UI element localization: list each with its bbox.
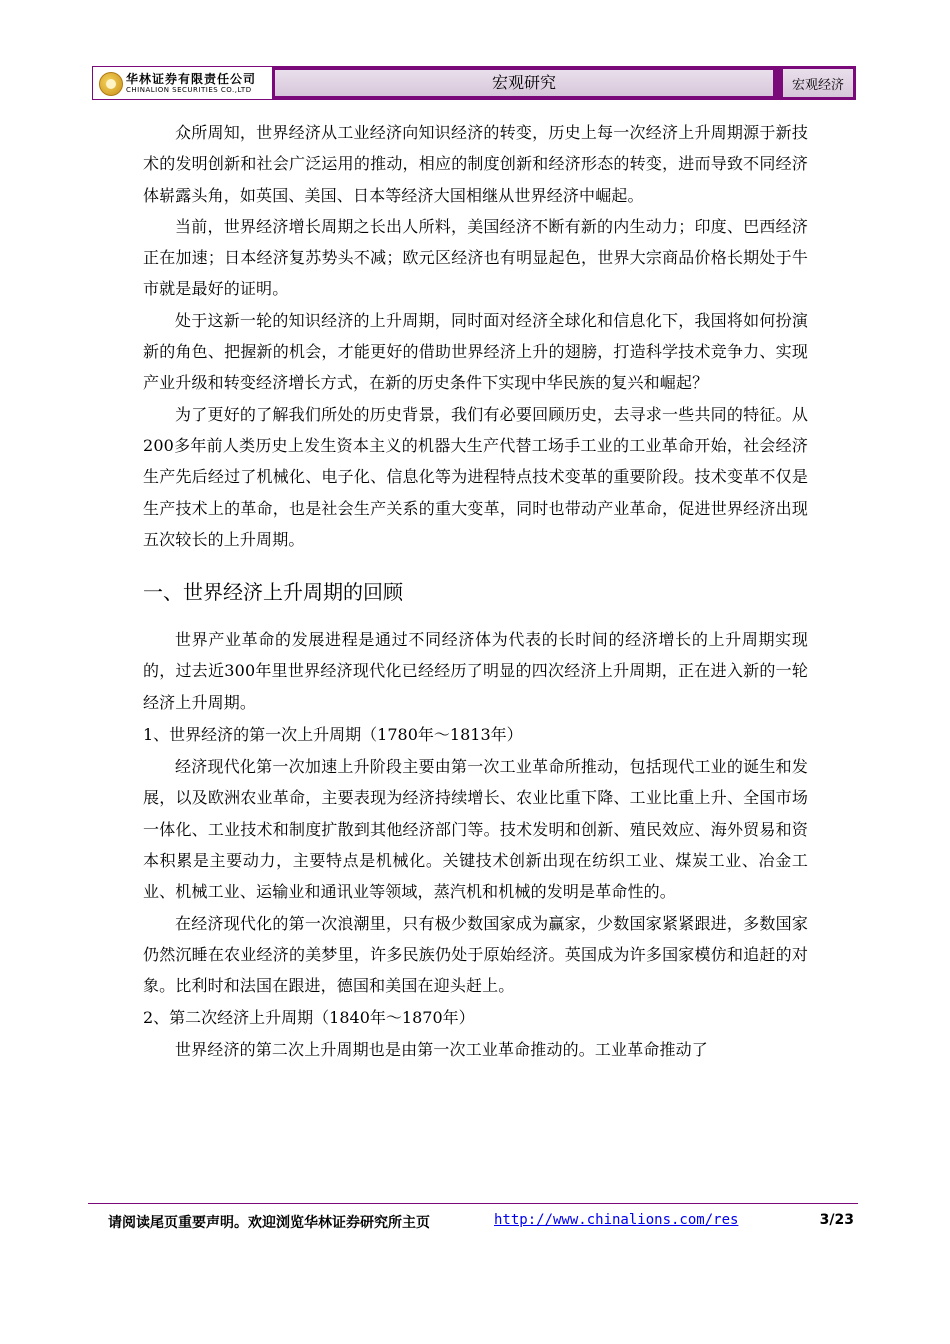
footer-divider — [88, 1203, 858, 1204]
subsection-2-paragraph-1: 世界经济的第二次上升周期也是由第一次工业革命推动的。工业革命推动了 — [175, 1040, 708, 1060]
company-logo — [93, 67, 273, 99]
subsection-1-paragraph-1: 经济现代化第一次加速上升阶段主要由第一次工业革命所推动，包括现代工业的诞生和发展，以及欧洲农业革命，主要表现为经济持续增长、农业比重下降、工业比重上升、全国市场一体化、工业技术和制度扩散到其他经济部门等。技术发明和创新、殖民效应、海外贸易和资本积累是主要动力，主要特点是机械化。关键技术创新出现在纺织工业、煤炭工业、冶金工业、机械工业、运输业和通讯业等领域，蒸汽机和机械的发明是革命性的。 — [143, 757, 808, 902]
company-name-en: CHINALION SECURITIES CO.,LTD — [126, 86, 252, 94]
intro-paragraph-4: 为了更好的了解我们所处的历史背景，我们有必要回顾历史，去寻求一些共同的特征。从200多年前人类历史上发生资本主义的机器大生产代替工场手工业的工业革命开始，社会经济生产先后经过了机械化、电子化、信息化等为进程特点技术变革的重要阶段。技术变革不仅是生产技术上的革命，也是社会生产关系的重大变革，同时也带动产业革命，促进世界经济出现五次较长的上升周期。 — [143, 404, 808, 549]
intro-paragraph-2: 当前，世界经济增长周期之长出人所料，美国经济不断有新的内生动力；印度、巴西经济正在加速；日本经济复苏势头不减；欧元区经济也有明显起色，世界大宗商品价格长期处于牛市就是最好的证明。 — [143, 216, 808, 299]
report-category: 宏观经济 — [783, 69, 853, 97]
research-homepage-link[interactable]: http://www.chinalions.com/res — [494, 1212, 739, 1228]
page-footer — [88, 1209, 858, 1233]
company-name-cn: 华林证券有限责任公司 — [126, 72, 257, 86]
intro-paragraph-3: 处于这新一轮的知识经济的上升周期，同时面对经济全球化和信息化下，我国将如何扮演新的角色、把握新的机会，才能更好的借助世界经济上升的翅膀，打造科学技术竞争力、实现产业升级和转变经济增长方式，在新的历史条件下实现中华民族的复兴和崛起？ — [143, 310, 808, 393]
subsection-heading-1: 1、世界经济的第一次上升周期（1780年～1813年） — [143, 725, 523, 745]
page-header — [92, 66, 856, 100]
document-body — [143, 117, 808, 1066]
subsection-heading-2: 2、第二次经济上升周期（1840年～1870年） — [143, 1008, 475, 1028]
section-1-intro: 世界产业革命的发展进程是通过不同经济体为代表的长时间的经济增长的上升周期实现的，过去近300年里世界经济现代化已经经历了明显的四次经济上升周期，正在进入新的一轮经济上升周期。 — [143, 630, 808, 712]
section-heading-1: 一、世界经济上升周期的回顾 — [143, 580, 403, 605]
lion-logo-icon — [99, 72, 123, 96]
footer-notice: 请阅读尾页重要声明。欢迎浏览华林证券研究所主页 — [108, 1215, 430, 1231]
intro-paragraph-1: 众所周知，世界经济从工业经济向知识经济的转变，历史上每一次经济上升周期源于新技术的发明创新和社会广泛运用的推动，相应的制度创新和经济形态的转变，进而导致不同经济体崭露头角，如英国、美国、日本等经济大国相继从世界经济中崛起。 — [143, 123, 808, 205]
subsection-1-paragraph-2: 在经济现代化的第一次浪潮里，只有极少数国家成为赢家，少数国家紧紧跟进，多数国家仍然沉睡在农业经济的美梦里，许多民族仍处于原始经济。英国成为许多国家模仿和追赶的对象。比利时和法国在跟进，德国和美国在迎头赶上。 — [143, 913, 808, 996]
report-section: 宏观研究 — [274, 69, 774, 97]
page-number: 3/23 — [819, 1212, 854, 1228]
